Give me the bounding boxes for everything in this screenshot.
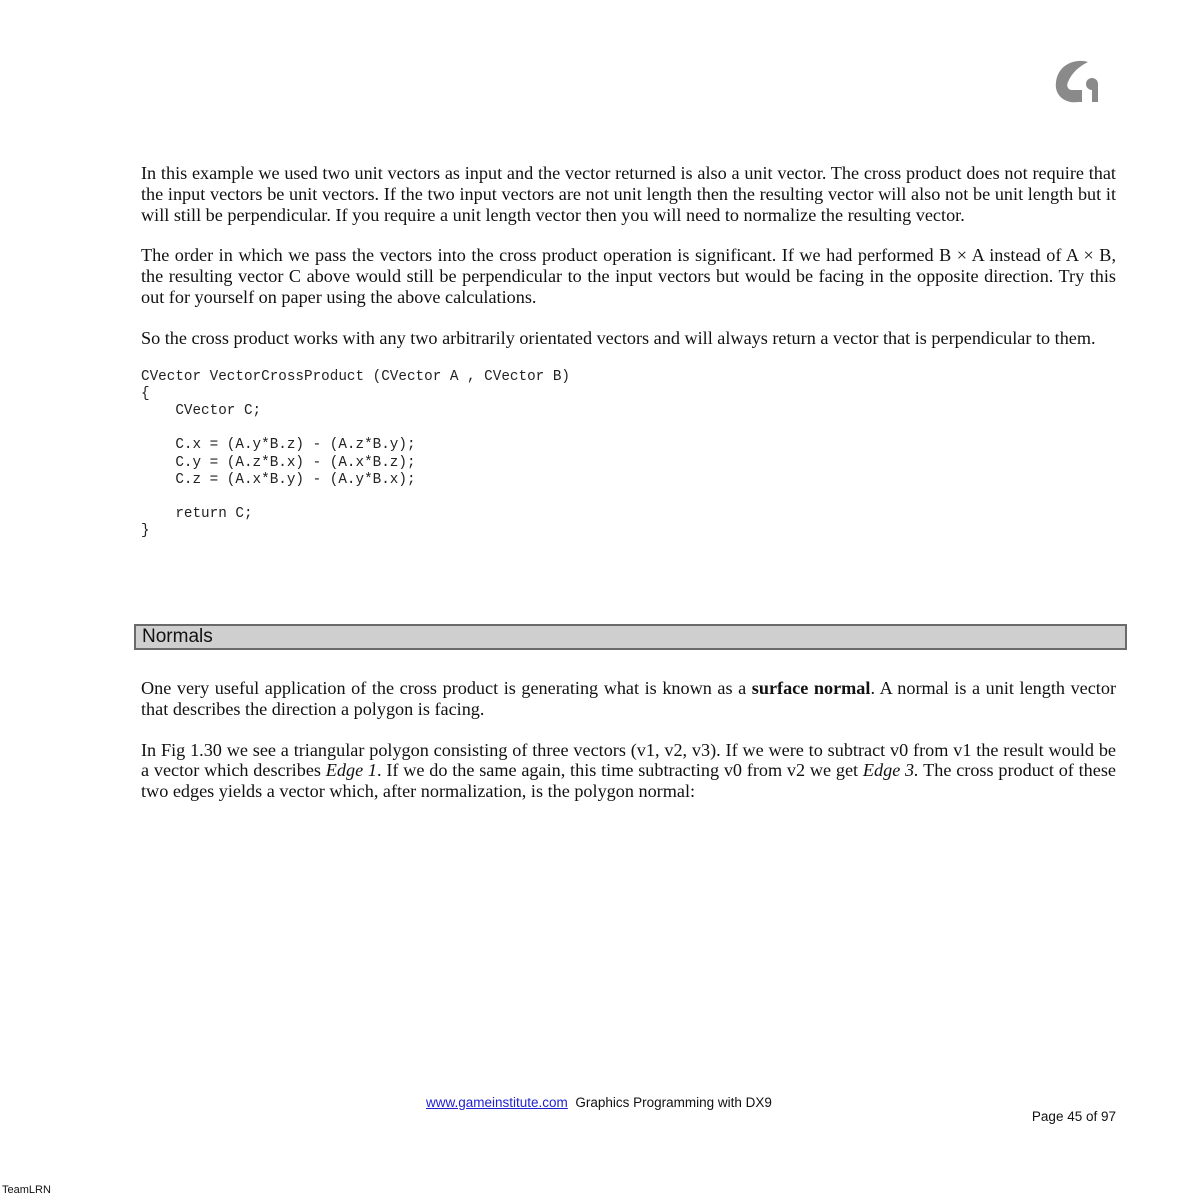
paragraph-surface-normal [141, 678, 1116, 720]
footer-book-title: Graphics Programming with DX9 [575, 1095, 772, 1110]
paragraph-fig-1-30 [141, 740, 1116, 802]
text-segment: . A normal is a unit length vector that describes the direction a polygon is facing. [141, 678, 1117, 719]
text-segment: One very useful application of the cross product is generating what is known as a [141, 678, 752, 698]
italic-term-edge-1: Edge 1 [325, 760, 378, 781]
paragraph-order-significance: The order in which we pass the vectors into the cross product operation is significant. If we had performed B × A instead of A × B, the resulting vector C above would still be perpendicular to the input vectors but would be facing in the opposite direction. Try this out for yourself on paper using the above calculations. [141, 245, 1116, 307]
body-content-normals [141, 678, 1116, 822]
gameinstitute-logo-icon [1048, 56, 1104, 106]
code-block-cross-product: CVector VectorCrossProduct (CVector A , CVector B) { CVector C; C.x = (A.y*B.z) - (A.z*B.y); C.y = (A.z*B.x) - (A.x*B.z); C.z = (A.x*B.y) - (A.y*B.x); return C; } [141, 368, 570, 540]
paragraph-arbitrary-vectors: So the cross product works with any two arbitrarily orientated vectors and will always return a vector that is perpendicular to them. [141, 327, 1096, 348]
bold-term-surface-normal: surface normal [751, 678, 871, 698]
italic-term-edge-3: Edge 3. [862, 760, 919, 781]
footer-link-gameinstitute[interactable]: www.gameinstitute.com [426, 1095, 568, 1110]
page-number: Page 45 of 97 [1031, 1109, 1116, 1124]
paragraph-unit-vectors: In this example we used two unit vectors as input and the vector returned is also a unit vector. The cross product does not require that the input vectors be unit vectors. If the two input vectors are not unit length then the resulting vector will also not be unit length but it will still be perpendicular. If you require a unit length vector then you will need to normalize the resulting vector. [141, 163, 1116, 225]
text-segment: In Fig 1.30 we see a triangular polygon consisting of three vectors (v1, v2, v3). If we were to subtract v0 from v1 the result would be a vector which describes [141, 739, 1116, 781]
corner-watermark-tag: TeamLRN [2, 1184, 51, 1196]
text-segment: The cross product of these two edges yields a vector which, after normalization, is the polygon normal: [141, 760, 1116, 802]
footer [426, 1095, 772, 1110]
body-content-top [141, 163, 1116, 541]
text-segment: . If we do the same again, this time subtracting v0 from v2 we get [377, 760, 863, 781]
section-header-normals: Normals [134, 624, 1127, 650]
